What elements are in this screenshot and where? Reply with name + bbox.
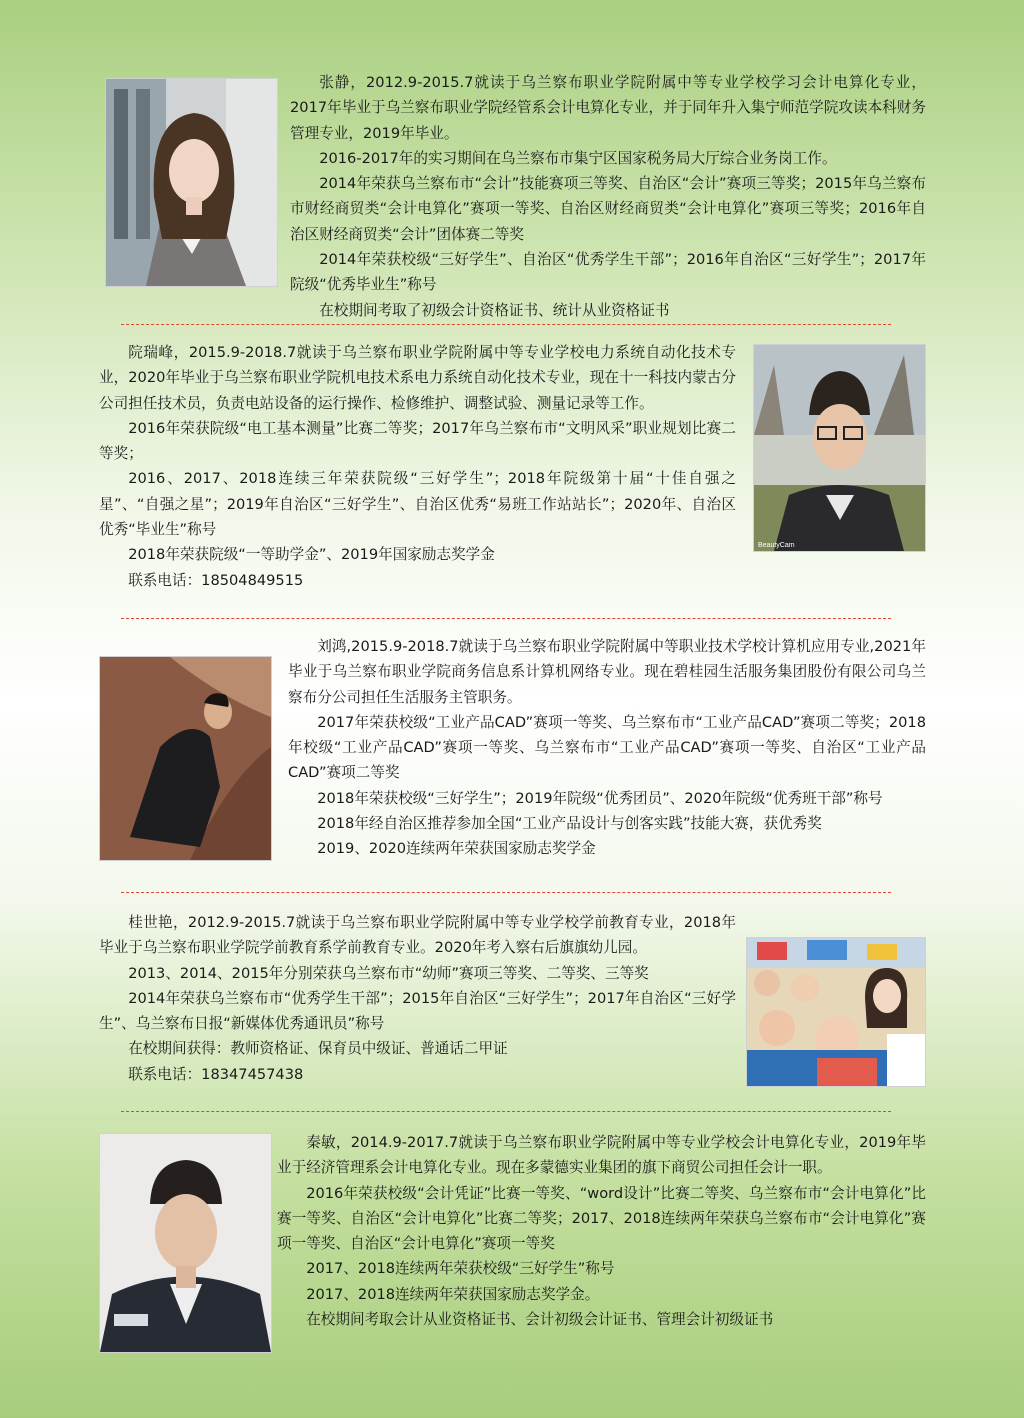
profile-photo-qin-min: [99, 1133, 272, 1353]
profile-paragraph: 在校期间获得：教师资格证、保育员中级证、普通话二甲证: [128, 1040, 508, 1058]
portrait-image: [100, 657, 271, 860]
profile-intro: 秦敏，2014.9-2017.7就读于乌兰察布职业学院附属中等专业学校会计电算化专业，2019年毕业于经济管理系会计电算化专业。现在多蒙德实业集团的旗下商贸公司担任会计一职。: [277, 1134, 926, 1177]
portrait-image: [100, 1134, 271, 1352]
profile-paragraph: 2017、2018连续两年荣获校级“三好学生”称号: [306, 1260, 615, 1278]
section-divider: [121, 1111, 891, 1112]
profile-text-zhang-jing: [290, 70, 926, 323]
profile-intro: 桂世艳，2012.9-2015.7就读于乌兰察布职业学院附属中等专业学校学前教育专业，2018年毕业于乌兰察布职业学院学前教育系学前教育专业。2020年考入察右后旗旗幼儿园。: [99, 914, 736, 957]
group-photo-image: [747, 938, 925, 1086]
profile-paragraph: 2013、2014、2015年分别荣获乌兰察布市“幼师”赛项三等奖、二等奖、三等奖: [128, 964, 649, 982]
profile-intro: 院瑞峰，2015.9-2018.7就读于乌兰察布职业学院附属中等专业学校电力系统自动化技术专业，2020年毕业于乌兰察布职业学院机电技术系电力系统自动化技术专业，现在十一科技内蒙古分公司担任技术员，负责电站设备的运行操作、检修维护、调整试验、测量记录等工作。: [99, 344, 736, 412]
section-divider: [121, 892, 891, 893]
profile-text-gui-shiyan: [99, 910, 736, 1087]
profile-paragraph: 在校期间考取会计从业资格证书、会计初级会计证书、管理会计初级证书: [306, 1311, 774, 1329]
profile-paragraph: 2014年荣获校级“三好学生”、自治区“优秀学生干部”；2016年自治区“三好学生”；2017年院级“优秀毕业生”称号: [290, 251, 926, 294]
profile-paragraph: 2016、2017、2018连续三年荣获院级“三好学生”；2018年院级第十届“十佳自强之星”、“自强之星”；2019年自治区“三好学生”、自治区优秀“易班工作站站长”；2020年、自治区优秀“毕业生”称号: [99, 470, 736, 539]
profile-paragraph: 2018年经自治区推荐参加全国“工业产品设计与创客实践”技能大赛，获优秀奖: [317, 815, 822, 833]
profile-paragraph: 2016年荣获校级“会计凭证”比赛一等奖、“word设计”比赛二等奖、乌兰察布市“会计电算化”比赛一等奖、自治区“会计电算化”比赛二等奖；2017、2018连续两年荣获乌兰察布市“会计电算化”赛项一等奖、自治区“会计电算化”赛项一等奖: [277, 1184, 926, 1253]
photo-watermark: BeautyCam: [758, 542, 795, 549]
profile-paragraph: 2014年荣获乌兰察布市“会计”技能赛项三等奖、自治区“会计”赛项三等奖；2015年乌兰察布市财经商贸类“会计电算化”赛项一等奖、自治区财经商贸类“会计电算化”赛项三等奖；2016年自治区财经商贸类“会计”团体赛二等奖: [290, 175, 926, 243]
profile-photo-gui-shiyan: [746, 937, 926, 1087]
profile-paragraph: 2017、2018连续两年荣获国家励志奖学金。: [306, 1285, 600, 1303]
profile-paragraph: 2018年荣获院级“一等助学金”、2019年国家励志奖学金: [128, 546, 495, 564]
profile-paragraph: 2018年荣获校级“三好学生”；2019年院级“优秀团员”、2020年院级“优秀班干部”称号: [317, 789, 883, 807]
profile-text-yuan-ruifeng: [99, 340, 736, 593]
profile-contact-phone: 联系电话：18504849515: [128, 571, 304, 589]
profile-contact-phone: 联系电话：18347457438: [128, 1065, 304, 1083]
profile-photo-yuan-ruifeng: [753, 344, 926, 552]
profile-paragraph: 2019、2020连续两年荣获国家励志奖学金: [317, 840, 596, 858]
profile-intro: 张静，2012.9-2015.7就读于乌兰察布职业学院附属中等专业学校学习会计电算化专业，2017年毕业于乌兰察布职业学院经管系会计电算化专业，并于同年升入集宁师范学院攻读本科财务管理专业，2019年毕业。: [290, 74, 926, 142]
profile-text-liu-hong: [288, 634, 926, 862]
profile-paragraph: 2016年荣获院级“电工基本测量”比赛二等奖；2017年乌兰察布市“文明风采”职业规划比赛二等奖；: [99, 419, 736, 463]
profile-photo-liu-hong: [99, 656, 272, 861]
profile-paragraph: 2016-2017年的实习期间在乌兰察布市集宁区国家税务局大厅综合业务岗工作。: [319, 149, 837, 167]
profile-paragraph: 2014年荣获乌兰察布市“优秀学生干部”；2015年自治区“三好学生”；2017年自治区“三好学生”、乌兰察布日报“新媒体优秀通讯员”称号: [99, 989, 736, 1033]
profile-intro: 刘鸿,2015.9-2018.7就读于乌兰察布职业学院附属中等职业技术学校计算机应用专业,2021年毕业于乌兰察布职业学院商务信息系计算机网络专业。现在碧桂园生活服务集团股份有限公司乌兰察布分公司担任生活服务主管职务。: [288, 638, 926, 706]
profile-paragraph: 在校期间考取了初级会计资格证书、统计从业资格证书: [319, 301, 670, 319]
profile-text-qin-min: [277, 1130, 926, 1332]
profile-paragraph: 2017年荣获校级“工业产品CAD”赛项一等奖、乌兰察布市“工业产品CAD”赛项二等奖；2018年校级“工业产品CAD”赛项一等奖、乌兰察布市“工业产品CAD”赛项一等奖、自治区“工业产品CAD”赛项二等奖: [288, 713, 926, 782]
section-divider: [121, 324, 891, 325]
section-divider: [121, 618, 891, 619]
profile-photo-zhang-jing: [105, 78, 278, 287]
portrait-image: [106, 79, 277, 286]
portrait-image: [754, 345, 925, 551]
